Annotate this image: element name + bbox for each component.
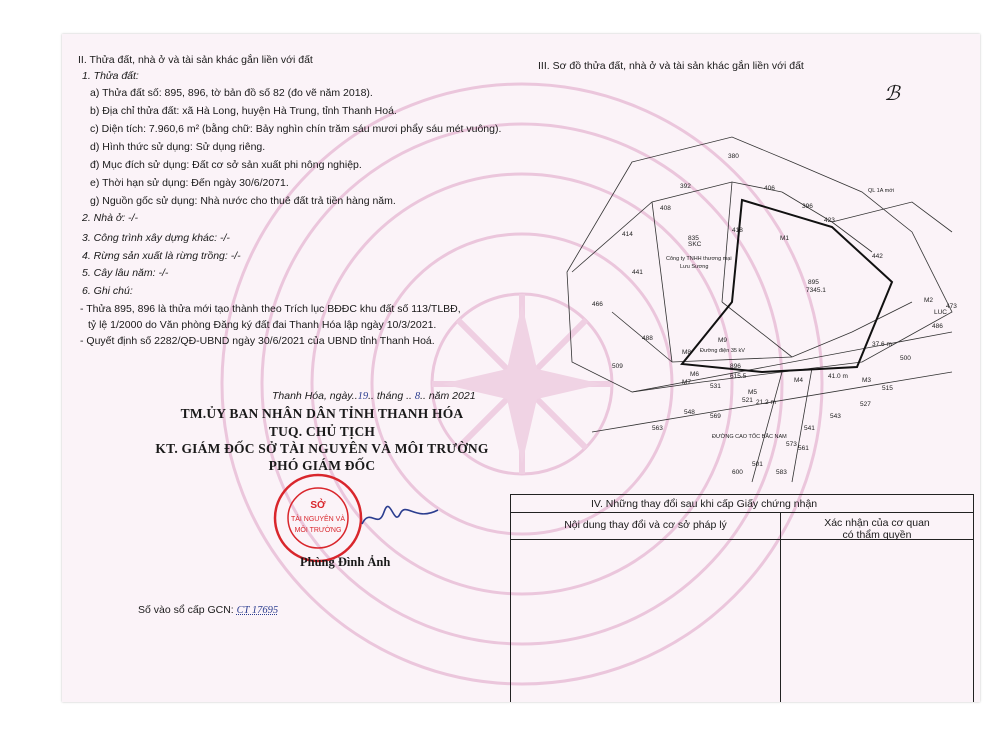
org-line-2: TUQ. CHỦ TỊCH bbox=[268, 424, 376, 439]
house-line: 2. Nhà ở: -/- bbox=[82, 212, 138, 224]
note-3: - Quyết định số 2282/QĐ-UBND ngày 30/6/2021 của UBND tỉnh Thanh Hoá. bbox=[80, 335, 435, 347]
map-label: 423 bbox=[824, 217, 835, 224]
map-label: 488 bbox=[642, 335, 653, 342]
authority-header-line-1: Xác nhận của cơ quan bbox=[824, 517, 930, 529]
notes-heading: 6. Ghi chú: bbox=[82, 285, 133, 297]
section3-title: III. Sơ đồ thửa đất, nhà ở và tài sản khác gắn liền với đất bbox=[538, 60, 804, 72]
map-label: 561 bbox=[798, 445, 809, 452]
map-label: 573 bbox=[786, 441, 797, 448]
map-label: 441 bbox=[632, 269, 643, 276]
distance-37: 37.6 m bbox=[872, 341, 892, 348]
map-label: 548 bbox=[684, 409, 695, 416]
company-label-2: Lưu Sương bbox=[680, 264, 709, 270]
map-label: 473 bbox=[946, 303, 957, 310]
map-label: 543 bbox=[830, 413, 841, 420]
handwritten-signature bbox=[360, 502, 440, 532]
map-label: 7345.1 bbox=[806, 287, 826, 294]
map-label: 406 bbox=[764, 185, 775, 192]
usage-form: d) Hình thức sử dụng: Sử dụng riêng. bbox=[90, 141, 266, 153]
map-label: 418 bbox=[732, 227, 743, 234]
section2-title: II. Thửa đất, nhà ở và tài sản khác gắn liền với đất bbox=[78, 54, 313, 66]
map-label: 541 bbox=[804, 425, 815, 432]
highway-label: ĐƯỜNG CAO TỐC BẮC NAM bbox=[712, 434, 787, 440]
company-label: Công ty TNHH thương mại bbox=[666, 256, 732, 262]
usage-term: e) Thời hạn sử dụng: Đến ngày 30/6/2071. bbox=[90, 177, 289, 189]
power-line-label: Đường điện 35 kV bbox=[700, 348, 745, 354]
perennial-line: 5. Cây lâu năm: -/- bbox=[82, 267, 169, 279]
map-label: 500 bbox=[900, 355, 911, 362]
org-line-4: PHÓ GIÁM ĐỐC bbox=[268, 458, 376, 473]
map-label: 442 bbox=[872, 253, 883, 260]
map-label: 396 bbox=[802, 203, 813, 210]
map-label: 501 bbox=[752, 461, 763, 468]
map-label: 521 bbox=[742, 397, 753, 404]
skc-label: SKC bbox=[688, 241, 702, 248]
org-line-1: TM.ỦY BAN NHÂN DÂN TỈNH THANH HÓA bbox=[180, 406, 464, 421]
luc-label: LUC bbox=[934, 309, 948, 316]
forest-line: 4. Rừng sản xuất là rừng trồng: -/- bbox=[82, 250, 241, 262]
marker-m2: M2 bbox=[924, 297, 934, 304]
land-address: b) Địa chỉ thửa đất: xã Hà Long, huyện Hà Trung, tỉnh Thanh Hoá. bbox=[90, 105, 397, 117]
map-label: 380 bbox=[728, 153, 739, 160]
map-label: 414 bbox=[622, 231, 633, 238]
marker-m8: M8 bbox=[682, 349, 692, 356]
map-label: 600 bbox=[732, 469, 743, 476]
left-column bbox=[62, 34, 522, 702]
land-parcel-number: a) Thửa đất số: 895, 896, tờ bản đồ số 82 (đo vẽ năm 2018). bbox=[90, 87, 373, 99]
map-label: 896 bbox=[730, 363, 741, 370]
marker-m6: M6 bbox=[690, 371, 700, 378]
marker-m7: M7 bbox=[682, 379, 692, 386]
authority-column-header bbox=[781, 513, 973, 541]
road-label: QL 1A mới bbox=[868, 188, 895, 194]
marker-m4: M4 bbox=[794, 377, 804, 384]
distance-21: 21.2 m bbox=[756, 399, 776, 406]
distance-41: 41.0 m bbox=[828, 373, 848, 380]
map-label: 835 bbox=[688, 235, 699, 242]
map-label: 392 bbox=[680, 183, 691, 190]
map-label: 509 bbox=[612, 363, 623, 370]
red-stamp-seal bbox=[272, 472, 364, 564]
marker-m9: M9 bbox=[718, 337, 728, 344]
note-2: tỷ lệ 1/2000 do Văn phòng Đăng ký đất đai Thanh Hóa lập ngày 10/3/2021. bbox=[88, 319, 437, 331]
marker-m1: M1 bbox=[780, 235, 790, 242]
usage-purpose: đ) Mục đích sử dụng: Đất cơ sở sản xuất phi nông nghiệp. bbox=[90, 159, 362, 171]
map-label: 527 bbox=[860, 401, 871, 408]
map-label: 486 bbox=[932, 323, 943, 330]
land-heading: 1. Thửa đất: bbox=[82, 70, 139, 82]
signing-date: Thanh Hóa, ngày..19.. tháng .. 8.. năm 2021 bbox=[272, 390, 476, 402]
map-label: 515 bbox=[882, 385, 893, 392]
map-label: 466 bbox=[592, 301, 603, 308]
map-label: 408 bbox=[660, 205, 671, 212]
map-label: 583 bbox=[776, 469, 787, 476]
certificate-page bbox=[62, 34, 980, 702]
section4-title: IV. Những thay đổi sau khi cấp Giấy chứng nhận bbox=[511, 495, 973, 513]
svg-text:TÀI NGUYÊN VÀ: TÀI NGUYÊN VÀ bbox=[290, 516, 346, 523]
svg-text:MÔI TRƯỜNG: MÔI TRƯỜNG bbox=[294, 527, 342, 534]
construction-line: 3. Công trình xây dựng khác: -/- bbox=[82, 232, 230, 244]
org-line-3: KT. GIÁM ĐỐC SỞ TÀI NGUYÊN VÀ MÔI TRƯỜNG bbox=[155, 441, 489, 456]
svg-text:SỞ: SỞ bbox=[310, 500, 326, 511]
register-number: Số vào sổ cấp GCN: CT 17695 bbox=[138, 604, 279, 616]
map-label: 569 bbox=[710, 413, 721, 420]
table-header-divider bbox=[511, 539, 973, 540]
marker-m3: M3 bbox=[862, 377, 872, 384]
map-label: 563 bbox=[652, 425, 663, 432]
authority-header-line-2: có thẩm quyền bbox=[842, 529, 912, 541]
marker-m5: M5 bbox=[748, 389, 758, 396]
north-arrow: ℬ bbox=[884, 83, 900, 105]
changes-table bbox=[510, 494, 974, 702]
signer-name: Phùng Đình Ảnh bbox=[300, 555, 391, 569]
land-area: c) Diện tích: 7.960,6 m² (bằng chữ: Bảy nghìn chín trăm sáu mươi phẩy sáu mét vuông). bbox=[90, 123, 502, 135]
parcel-map-diagram bbox=[532, 132, 972, 492]
usage-origin: g) Nguồn gốc sử dụng: Nhà nước cho thuê đất trả tiền hàng năm. bbox=[90, 195, 396, 207]
note-1: - Thửa 895, 896 là thửa mới tạo thành theo Trích lục BĐĐC khu đất số 113/TLBĐ, bbox=[80, 303, 461, 315]
map-label: 615.5 bbox=[730, 373, 747, 380]
changes-column-header: Nội dung thay đổi và cơ sở pháp lý bbox=[511, 513, 781, 702]
map-label: 531 bbox=[710, 383, 721, 390]
map-label: 895 bbox=[808, 279, 819, 286]
